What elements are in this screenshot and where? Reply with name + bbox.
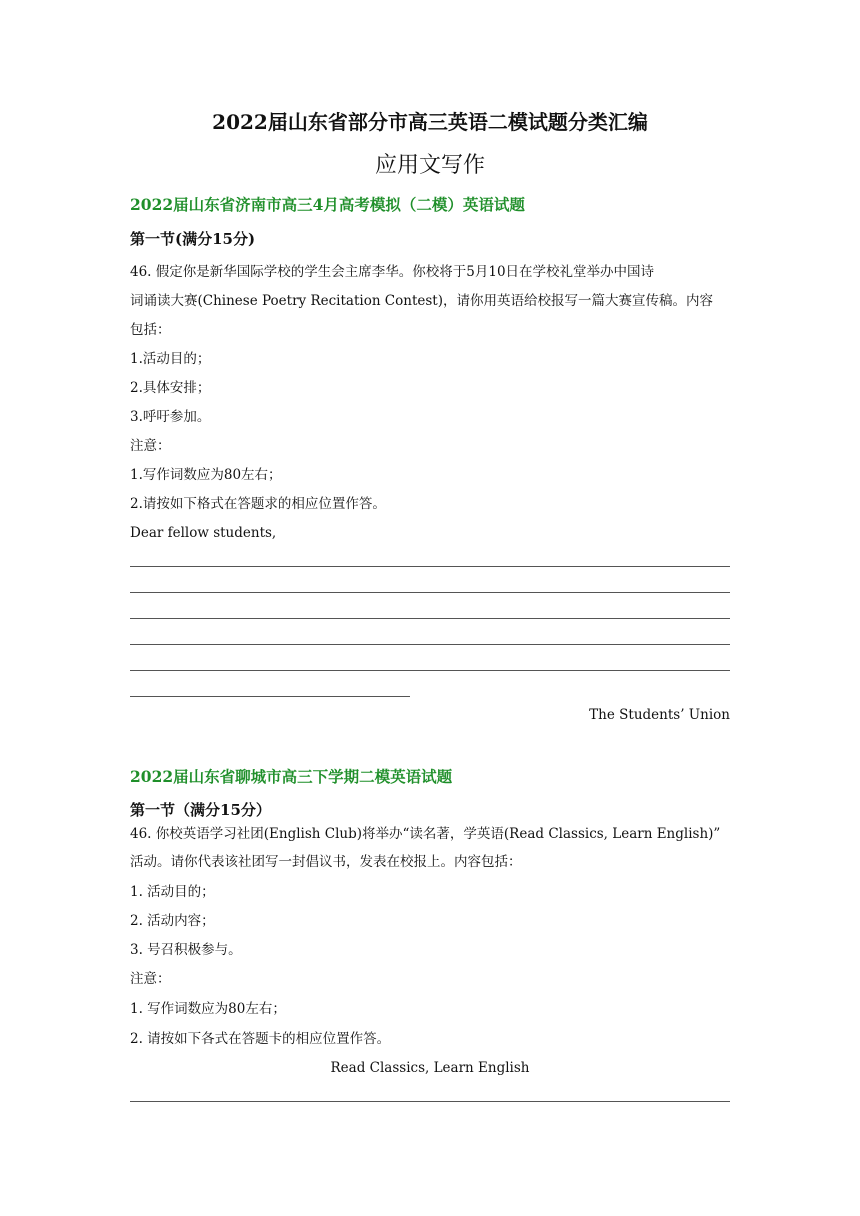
document-subtitle: 应用文写作	[374, 153, 485, 178]
section2-line: 1. 活动目的；	[130, 884, 215, 900]
section2-line: 1. 写作词数应为80左右；	[130, 1001, 286, 1017]
answer-line	[130, 592, 730, 593]
section2-line: 2. 请按如下各式在答题卡的相应位置作答。	[130, 1031, 391, 1047]
section1-signature: The Students’ Union	[589, 707, 730, 723]
section2-line: 注意：	[130, 971, 171, 987]
section2-line: 活动。请你代表该社团写一封倡议书，发表在校报上。内容包括：	[130, 854, 522, 870]
answer-line	[130, 696, 410, 697]
section2-part-heading: 第一节（满分15分）	[130, 801, 271, 819]
section1-line: 2.具体安排；	[130, 380, 211, 396]
section1-line: 1.活动目的；	[130, 351, 211, 367]
section2-line: 2. 活动内容；	[130, 913, 215, 929]
answer-line	[130, 1101, 730, 1102]
section1-line: 3.呼吁参加。	[130, 409, 211, 425]
section1-line: 包括：	[130, 322, 171, 338]
answer-line	[130, 670, 730, 671]
section2-line: 46. 你校英语学习社团(English Club)将举办“读名著，学英语(Read Classics, Learn English)”	[130, 826, 721, 842]
section1-line: 1.写作词数应为80左右；	[130, 467, 282, 483]
section1-line: 46. 假定你是新华国际学校的学生会主席李华。你校将于5月10日在学校礼堂举办中国诗	[130, 264, 655, 280]
document-title: 2022届山东省部分市高三英语二模试题分类汇编	[212, 110, 648, 134]
section1-part-heading: 第一节(满分15分)	[130, 230, 256, 248]
section1-line: 注意：	[130, 438, 171, 454]
answer-line	[130, 644, 730, 645]
section2-essay-title: Read Classics, Learn English	[330, 1060, 530, 1076]
section2-heading: 2022届山东省聊城市高三下学期二模英语试题	[130, 767, 453, 786]
section1-line: 2.请按如下格式在答题求的相应位置作答。	[130, 496, 386, 512]
section1-greeting: Dear fellow students,	[130, 525, 277, 541]
section1-heading: 2022届山东省济南市高三4月高考模拟（二模）英语试题	[130, 195, 525, 214]
section2-line: 3. 号召积极参与。	[130, 942, 242, 958]
section1-line: 词诵读大赛(Chinese Poetry Recitation Contest)，请你用英语给校报写一篇大赛宣传稿。内容	[130, 293, 713, 309]
answer-line	[130, 618, 730, 619]
answer-line	[130, 566, 730, 567]
